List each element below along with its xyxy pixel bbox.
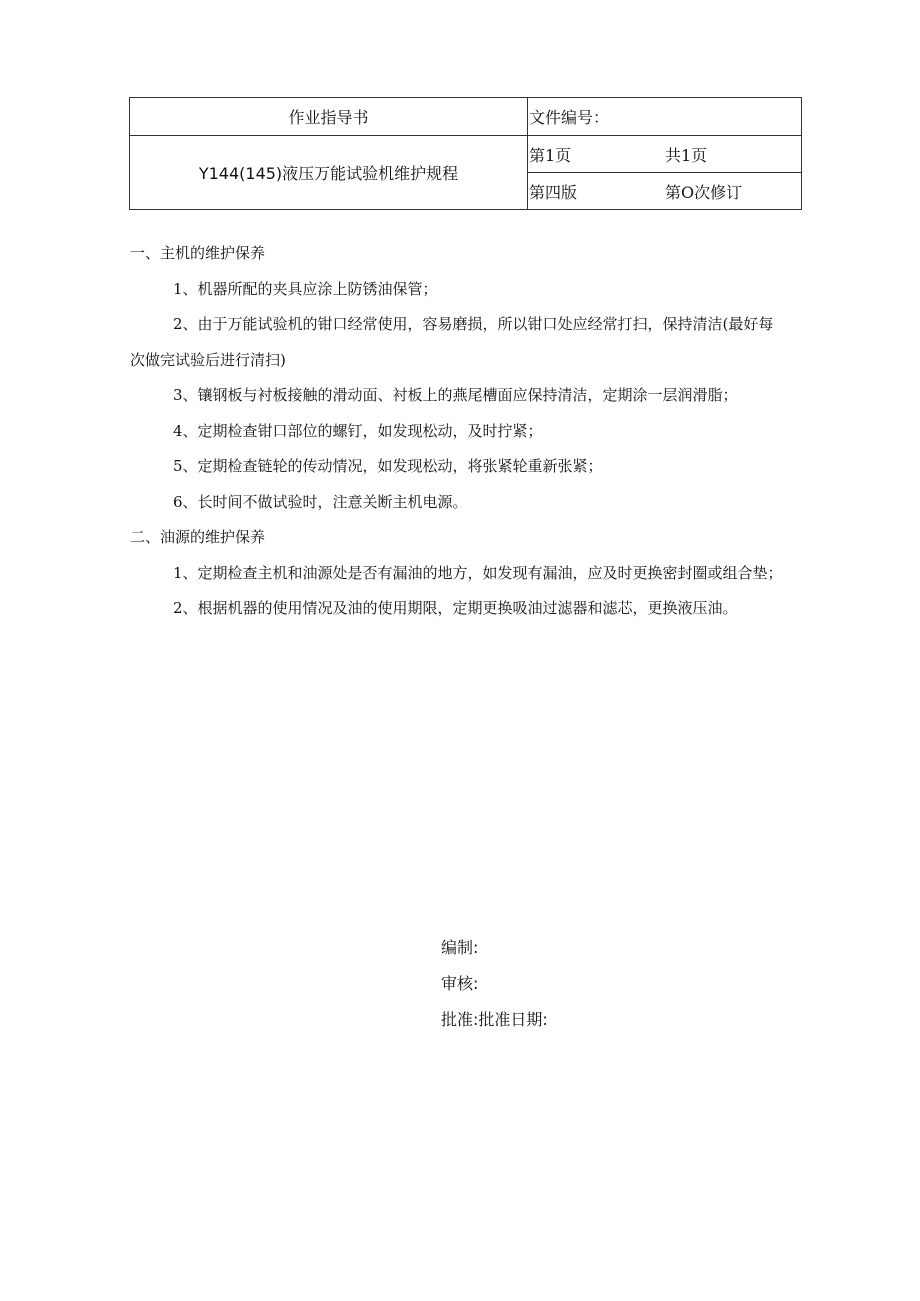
doc-number-label: 文件编号： [529,108,610,127]
reviewed-by-label: 审核: [441,974,479,993]
list-item: 6、长时间不做试验时，注意关断主机电源。 [173,492,468,511]
doc-number-cell [528,98,802,136]
document-body [130,236,802,627]
list-item: 4、定期检查钳口部位的螺钉，如发现松动，及时拧紧； [173,421,543,440]
section-title: 一、主机的维护保养 [130,244,266,262]
doc-name-cell [130,136,528,210]
list-item: 2、由于万能试验机的钳口经常使用，容易磨损，所以钳口处应经常打扫，保持清洁(最好每 [173,315,774,333]
list-item: 5、定期检查链轮的传动情况，如发现松动，将张紧轮重新张紧； [173,457,603,475]
revision-label: 第O次修订 [665,182,743,202]
compiled-by-label: 编制: [441,938,479,957]
header-table [129,97,802,210]
doc-title-cell [130,98,528,136]
signoff-block [441,930,548,1038]
page-label: 第1页 [529,145,572,165]
doc-title: 作业指导书 [288,108,369,127]
list-item-continuation: 次做完试验后进行清扫) [130,350,286,369]
list-item: 1、机器所配的夹具应涂上防锈油保管； [173,279,438,298]
list-item: 1、定期检查主机和油源处是否有漏油的地方，如发现有漏油，应及时更换密封圈或组合垫； [173,563,783,582]
total-pages-label: 共1页 [665,145,708,165]
edition-label: 第四版 [529,182,578,202]
section-title: 二、油源的维护保养 [130,528,266,546]
approved-by-label: 批准:批准日期: [441,1010,548,1029]
list-item: 2、根据机器的使用情况及油的使用期限，定期更换吸油过滤器和滤芯，更换液压油。 [173,599,738,617]
page-info-cell [528,136,802,173]
list-item: 3、镶钢板与衬板接触的滑动面、衬板上的燕尾槽面应保持清洁，定期涂一层润滑脂； [173,386,738,404]
doc-name: Y144(145)液压万能试验机维护规程 [198,164,459,183]
edition-cell [528,173,802,210]
